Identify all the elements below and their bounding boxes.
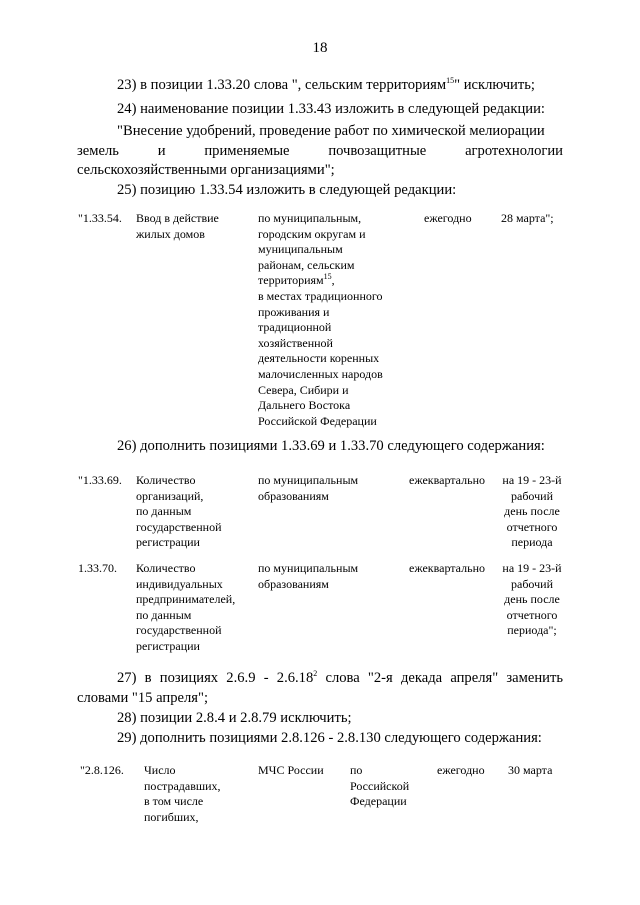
item-26: 26) дополнить позициями 1.33.69 и 1.33.70 следующего содержания:: [117, 438, 545, 454]
breakdown-line: деятельности коренных: [258, 351, 380, 366]
row-period: ежеквартально: [409, 473, 485, 487]
name-line: пострадавших,: [144, 778, 221, 793]
item-29: 29) дополнить позициями 2.8.126 - 2.8.130 следующего содержания:: [117, 730, 542, 746]
item-23-text-a: 23) в позиции 1.33.20 слова ", сельским территориям: [117, 77, 447, 93]
row-indicator-name: [136, 473, 222, 551]
item-23: [117, 75, 535, 95]
breakdown-line: Севера, Сибири и: [258, 382, 349, 397]
breakdown-line: Федерации: [350, 794, 407, 809]
row-code: 1.33.70.: [78, 561, 117, 575]
breakdown-line: по муниципальным: [258, 473, 359, 487]
row-breakdown: [258, 561, 358, 592]
row-period: ежеквартально: [409, 561, 485, 575]
row-date: [494, 561, 570, 639]
breakdown-line: Российской: [350, 778, 410, 793]
date-line: отчетного: [506, 519, 558, 534]
breakdown-line: проживания и: [258, 304, 330, 319]
quote-line-1: "Внесение удобрений, проведение работ по химической мелиорации: [117, 123, 545, 139]
breakdown-line: образованиям: [258, 488, 329, 503]
breakdown-line: районам, сельским: [258, 257, 355, 272]
item-27-line-2: словами "15 апреля";: [77, 690, 209, 706]
page-number: 18: [312, 40, 328, 56]
name-line: государственной: [136, 623, 222, 638]
row-breakdown: [350, 763, 409, 810]
breakdown-line: по: [350, 763, 363, 777]
breakdown-line: малочисленных народов: [258, 366, 383, 381]
date-line: день после: [504, 592, 560, 607]
quote-line-3: сельскохозяйственными организациями";: [77, 162, 335, 178]
quote-line-2: земель и применяемые почвозащитные агротехнологии: [77, 143, 563, 159]
row-code: "2.8.126.: [80, 763, 124, 777]
name-line: государственной: [136, 519, 222, 534]
name-line: погибших,: [144, 809, 199, 824]
breakdown-line: [258, 273, 383, 289]
row-breakdown: [258, 473, 358, 504]
row-code: "1.33.69.: [78, 473, 122, 487]
item-23-text-b: " исключить;: [454, 77, 535, 93]
row-date: 30 марта: [508, 763, 553, 777]
row-breakdown: [258, 211, 383, 429]
name-line: по данным: [136, 504, 192, 519]
name-line: в том числе: [144, 794, 204, 809]
row-date: [494, 473, 570, 551]
date-line: периода";: [507, 623, 557, 638]
name-line: индивидуальных: [136, 576, 223, 591]
date-line: периода: [511, 535, 553, 550]
breakdown-suffix: ,: [331, 273, 335, 288]
name-line: жилых домов: [136, 226, 205, 241]
position-sup-2: 2: [313, 669, 318, 679]
breakdown-line: городским округам и: [258, 226, 366, 241]
item-24: 24) наименование позиции 1.33.43 изложить в следующей редакции:: [117, 101, 545, 117]
row-indicator-name: [136, 211, 219, 242]
date-line: рабочий: [511, 488, 553, 503]
item-25: 25) позицию 1.33.54 изложить в следующей редакции:: [117, 182, 457, 198]
breakdown-line: образованиям: [258, 576, 329, 591]
item-27-text-a: 27) в позициях 2.6.9 - 2.6.18: [117, 670, 314, 686]
item-27-line-1: [117, 668, 563, 688]
row-indicator-name: [144, 763, 221, 825]
date-line: отчетного: [506, 607, 558, 622]
footnote-ref-15: 15: [323, 272, 332, 282]
row-code: "1.33.54.: [78, 211, 122, 225]
name-line: регистрации: [136, 638, 200, 653]
name-line: Число: [144, 763, 176, 777]
name-line: Количество: [136, 561, 196, 575]
breakdown-line: хозяйственной: [258, 335, 333, 350]
breakdown-line: по муниципальным,: [258, 211, 362, 225]
footnote-ref-15: 15: [446, 76, 455, 86]
name-line: Количество: [136, 473, 196, 487]
name-line: регистрации: [136, 535, 200, 550]
row-indicator-name: [136, 561, 235, 655]
item-28: 28) позиции 2.8.4 и 2.8.79 исключить;: [117, 710, 352, 726]
row-source: МЧС России: [258, 763, 324, 777]
date-line: день после: [504, 504, 560, 519]
name-line: предпринимателей,: [136, 592, 236, 607]
date-line: рабочий: [511, 576, 553, 591]
item-27-text-b: слова "2-я декада апреля" заменить: [317, 670, 563, 686]
row-period: ежегодно: [437, 763, 485, 777]
breakdown-line: традиционной: [258, 320, 332, 335]
breakdown-sup-word: территориям: [258, 273, 324, 288]
row-date: 28 марта";: [501, 211, 554, 225]
name-line: по данным: [136, 607, 192, 622]
breakdown-line: Дальнего Востока: [258, 398, 351, 413]
breakdown-line: по муниципальным: [258, 561, 359, 575]
date-line: на 19 - 23-й: [502, 473, 562, 487]
date-line: на 19 - 23-й: [502, 561, 562, 575]
name-line: организаций,: [136, 488, 204, 503]
breakdown-line: в местах традиционного: [258, 288, 383, 303]
breakdown-line: муниципальным: [258, 242, 343, 257]
breakdown-line: Российской Федерации: [258, 413, 377, 428]
name-line: Ввод в действие: [136, 211, 219, 225]
row-period: ежегодно: [424, 211, 472, 225]
